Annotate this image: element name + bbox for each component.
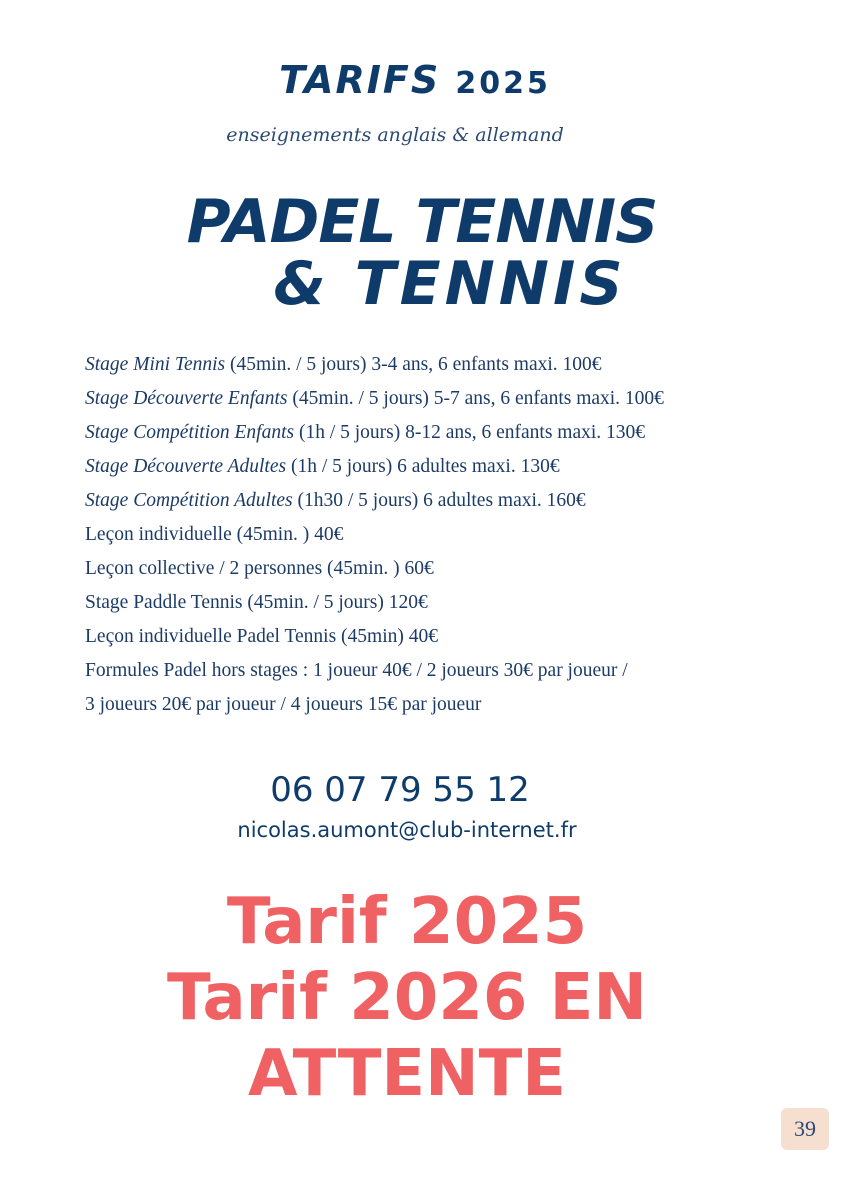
- price-item-details: Formules Padel hors stages : 1 joueur 40€ / 2 joueurs 30€ par joueur /: [85, 660, 628, 681]
- price-item-details: 3 joueurs 20€ par joueur / 4 joueurs 15€ par joueur: [85, 694, 482, 715]
- price-item: [85, 484, 815, 518]
- price-item: [85, 348, 815, 382]
- page-number-badge: 39: [781, 1108, 829, 1150]
- price-item-details: (1h30 / 5 jours) 6 adultes maxi. 160€: [292, 490, 586, 511]
- price-item-details: Leçon individuelle (45min. ) 40€: [85, 524, 344, 545]
- main-title-line-2: & TENNIS: [273, 249, 627, 319]
- contact-email: nicolas.aumont@club-internet.fr: [237, 818, 577, 842]
- price-item: [85, 620, 815, 654]
- price-item-details: Leçon collective / 2 personnes (45min. ) 60€: [85, 558, 434, 579]
- price-item: [85, 654, 815, 688]
- price-item-name: Stage Mini Tennis: [85, 354, 226, 375]
- page-header-title: [0, 58, 830, 102]
- header-subtitle: enseignements anglais & allemand: [226, 124, 564, 146]
- header-title-text: TARIFS: [279, 58, 441, 102]
- price-item: [85, 586, 815, 620]
- main-title-line-1: PADEL TENNIS: [186, 187, 658, 257]
- price-item-details: (45min. / 5 jours) 3-4 ans, 6 enfants maxi. 100€: [225, 354, 602, 375]
- notice-line-2: Tarif 2026 EN: [167, 961, 647, 1035]
- price-item-name: Stage Découverte Enfants: [85, 388, 288, 409]
- price-item-details: (45min. / 5 jours) 5-7 ans, 6 enfants maxi. 100€: [287, 388, 664, 409]
- price-item: [85, 382, 815, 416]
- price-item: [85, 416, 815, 450]
- price-item-name: Stage Compétition Enfants: [85, 422, 295, 443]
- price-item-name: Stage Compétition Adultes: [85, 490, 293, 511]
- price-item-details: (1h / 5 jours) 8-12 ans, 6 enfants maxi. 130€: [294, 422, 646, 443]
- contact-phone: 06 07 79 55 12: [270, 770, 530, 810]
- price-item-details: (1h / 5 jours) 6 adultes maxi. 130€: [286, 456, 560, 477]
- price-item: [85, 450, 815, 484]
- price-item-name: Stage Découverte Adultes: [85, 456, 287, 477]
- price-item-details: Leçon individuelle Padel Tennis (45min) 40€: [85, 626, 438, 647]
- price-list: [85, 348, 815, 722]
- price-item: [85, 688, 815, 722]
- price-item: [85, 518, 815, 552]
- header-year: 2025: [455, 66, 551, 101]
- price-item: [85, 552, 815, 586]
- notice-line-1: Tarif 2025: [226, 885, 588, 959]
- notice-line-3: ATTENTE: [248, 1037, 566, 1111]
- price-item-details: Stage Paddle Tennis (45min. / 5 jours) 120€: [85, 592, 428, 613]
